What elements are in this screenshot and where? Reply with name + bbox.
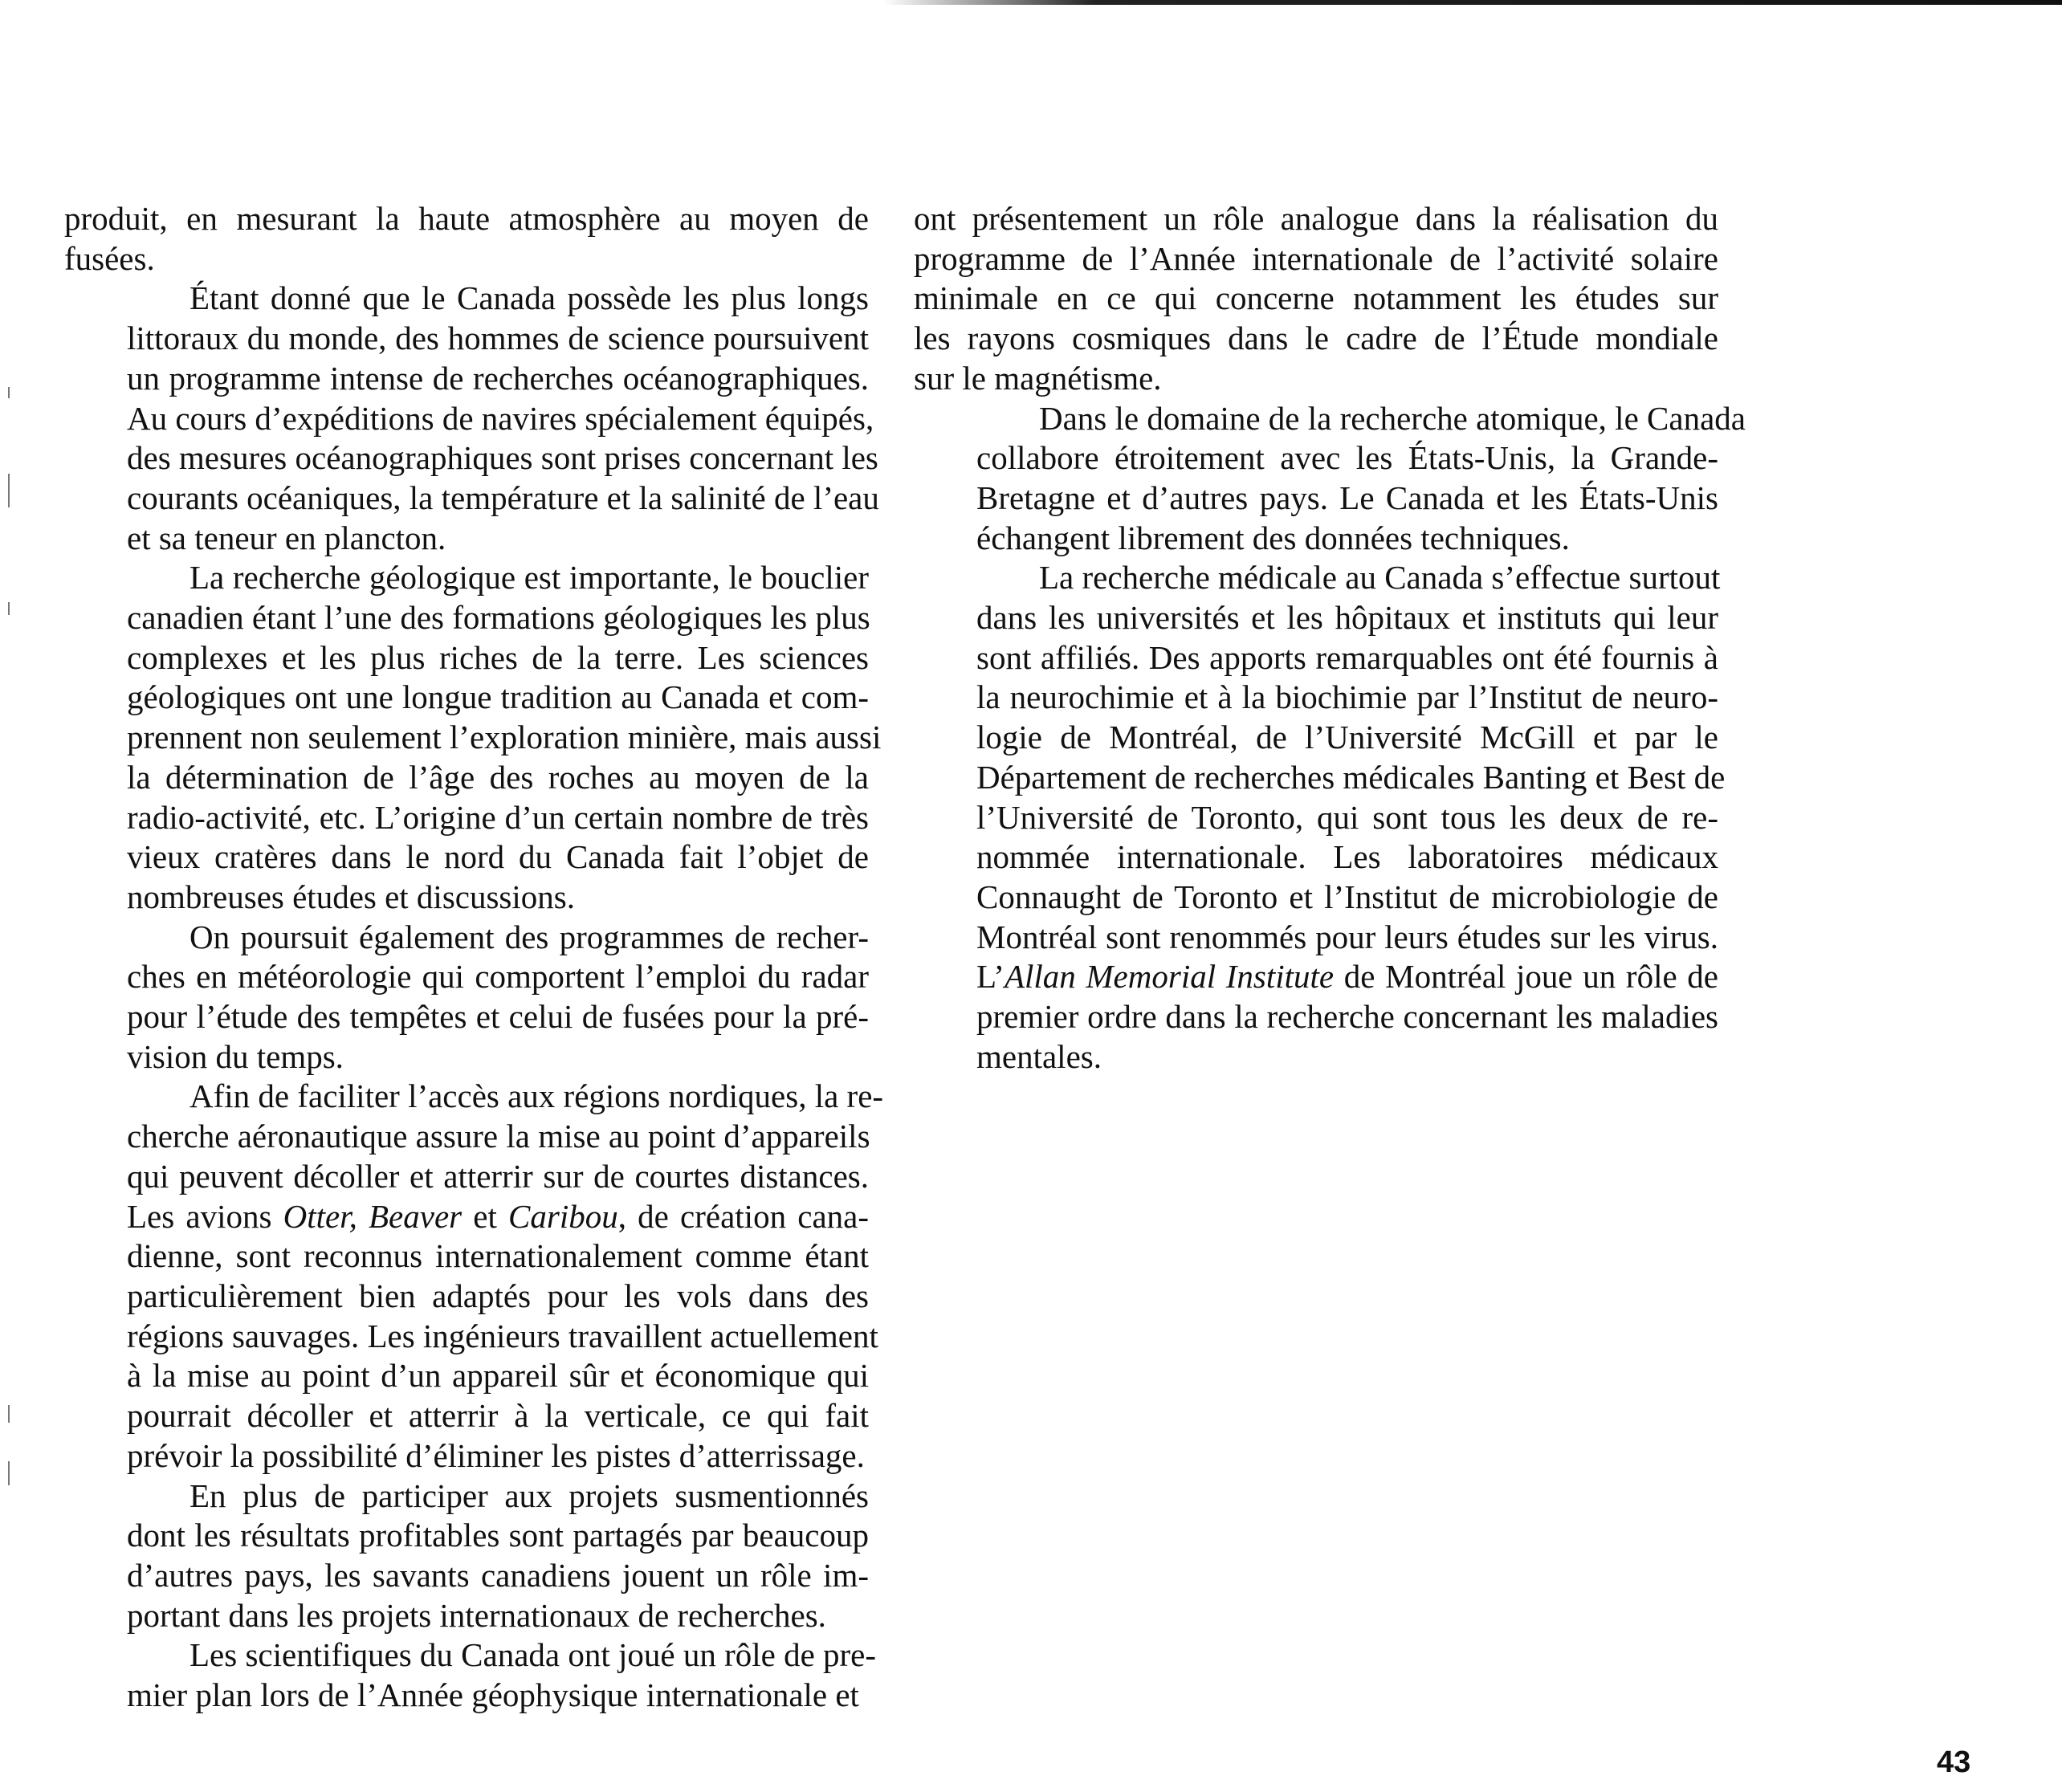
text-line: Les avions Otter, Beaver et Caribou, de création cana- bbox=[127, 1197, 869, 1235]
text-line: ont présentement un rôle analogue dans la réalisation du bbox=[914, 200, 1718, 237]
text-line: Bretagne et d’autres pays. Le Canada et les États-Unis bbox=[976, 479, 1718, 516]
text-line: Au cours d’expéditions de navires spécialement équipés, bbox=[127, 399, 874, 437]
text-line: radio-activité, etc. L’origine d’un certain nombre de très bbox=[127, 798, 869, 836]
text-line: qui peuvent décoller et atterrir sur de courtes distances. bbox=[127, 1157, 869, 1195]
text-line: La recherche géologique est importante, le bouclier bbox=[189, 559, 869, 597]
text-line: produit, en mesurant la haute atmosphère au moyen de bbox=[64, 200, 869, 237]
text-line: Connaught de Toronto et l’Institut de microbiologie de bbox=[976, 878, 1718, 915]
page-number: 43 bbox=[1937, 1745, 1971, 1779]
text-line: On poursuit également des programmes de recher- bbox=[189, 918, 869, 955]
paragraph bbox=[64, 1077, 884, 1476]
paragraph bbox=[64, 1635, 877, 1715]
text-line: minimale en ce qui concerne notamment les études sur bbox=[914, 279, 1718, 317]
text-line: régions sauvages. Les ingénieurs travaillent actuellement bbox=[127, 1317, 878, 1354]
text-line: la détermination de l’âge des roches au moyen de la bbox=[127, 758, 869, 796]
text-line: Montréal sont renommés pour leurs études sur les virus. bbox=[976, 918, 1718, 955]
text-line: cherche aéronautique assure la mise au point d’appareils bbox=[127, 1118, 870, 1155]
text-line: L’Allan Memorial Institute de Montréal joue un rôle de bbox=[976, 958, 1718, 996]
text-line: et sa teneur en plancton. bbox=[127, 519, 446, 556]
text-line: complexes et les plus riches de la terre. Les sciences bbox=[127, 638, 869, 676]
text-line: les rayons cosmiques dans le cadre de l’Étude mondiale bbox=[914, 320, 1718, 357]
paragraph bbox=[64, 199, 869, 279]
text-line: vieux cratères dans le nord du Canada fait l’objet de bbox=[127, 838, 869, 876]
text-line: l’Université de Toronto, qui sont tous les deux de re- bbox=[976, 798, 1718, 836]
text-line: premier ordre dans la recherche concernant les maladies bbox=[976, 998, 1718, 1036]
text-line: dont les résultats profitables sont partagés par beaucoup bbox=[127, 1517, 869, 1554]
text-line: sont affiliés. Des apports remarquables ont été fournis à bbox=[976, 638, 1718, 676]
text-line: portant dans les projets internationaux de recherches. bbox=[127, 1596, 826, 1634]
paragraph bbox=[64, 279, 879, 558]
text-line: à la mise au point d’un appareil sûr et économique qui bbox=[127, 1357, 869, 1395]
scan-margin-marks bbox=[8, 377, 13, 1501]
text-line: canadien étant l’une des formations géologiques les plus bbox=[127, 599, 870, 637]
text-line: nommée internationale. Les laboratoires médicaux bbox=[976, 838, 1718, 876]
top-edge-rule bbox=[883, 0, 2062, 5]
paragraph bbox=[64, 918, 869, 1077]
text-line: Département de recherches médicales Banting et Best de bbox=[976, 758, 1726, 796]
text-line: littoraux du monde, des hommes de science poursuivent bbox=[127, 320, 869, 357]
left-text-column bbox=[64, 199, 884, 1716]
text-line: Les scientifiques du Canada ont joué un rôle de pre- bbox=[189, 1636, 877, 1674]
text-line: un programme intense de recherches océanographiques. bbox=[127, 359, 869, 397]
text-line: d’autres pays, les savants canadiens jouent un rôle im- bbox=[127, 1556, 869, 1594]
text-line: mier plan lors de l’Année géophysique internationale et bbox=[127, 1676, 859, 1714]
text-line: collabore étroitement avec les États-Unis, la Grande- bbox=[976, 439, 1718, 477]
text-line: programme de l’Année internationale de l’activité solaire bbox=[914, 239, 1718, 277]
text-line: dienne, sont reconnus internationalement comme étant bbox=[127, 1237, 869, 1275]
text-line: Dans le domaine de la recherche atomique, le Canada bbox=[1039, 399, 1746, 437]
text-line: prennent non seulement l’exploration minière, mais aussi bbox=[127, 719, 882, 756]
text-line: courants océaniques, la température et la salinité de l’eau bbox=[127, 479, 879, 516]
text-line: particulièrement bien adaptés pour les vols dans des bbox=[127, 1277, 869, 1314]
text-line: En plus de participer aux projets susmentionnés bbox=[189, 1476, 869, 1514]
text-line: nombreuses études et discussions. bbox=[127, 878, 575, 915]
text-line: logie de Montréal, de l’Université McGill et par le bbox=[976, 719, 1718, 756]
text-line: ches en météorologie qui comportent l’emploi du radar bbox=[127, 958, 869, 996]
text-line: vision du temps. bbox=[127, 1037, 344, 1075]
text-line: La recherche médicale au Canada s’effectue surtout bbox=[1039, 559, 1721, 597]
text-line: des mesures océanographiques sont prises concernant les bbox=[127, 439, 878, 477]
text-line: Afin de faciliter l’accès aux régions nordiques, la re- bbox=[189, 1077, 884, 1115]
text-line: sur le magnétisme. bbox=[914, 359, 1162, 397]
text-line: géologiques ont une longue tradition au Canada et com- bbox=[127, 678, 869, 716]
paragraph bbox=[914, 399, 1746, 559]
text-line: pourrait décoller et atterrir à la verticale, ce qui fait bbox=[127, 1397, 869, 1435]
text-line: prévoir la possibilité d’éliminer les pistes d’atterrissage. bbox=[127, 1436, 865, 1474]
paragraph bbox=[64, 1476, 869, 1636]
text-line: dans les universités et les hôpitaux et instituts qui leur bbox=[976, 599, 1718, 637]
text-line: Étant donné que le Canada possède les plus longs bbox=[189, 279, 869, 317]
text-line: échangent librement des données techniques. bbox=[976, 519, 1570, 556]
text-line: la neurochimie et à la biochimie par l’Institut de neuro- bbox=[976, 678, 1718, 716]
paragraph bbox=[914, 199, 1718, 399]
paragraph bbox=[914, 558, 1726, 1077]
text-line: mentales. bbox=[976, 1037, 1102, 1075]
right-text-column bbox=[914, 199, 1746, 1077]
text-line: pour l’étude des tempêtes et celui de fusées pour la pré- bbox=[127, 998, 869, 1036]
paragraph bbox=[64, 558, 882, 917]
text-line: fusées. bbox=[64, 239, 155, 277]
